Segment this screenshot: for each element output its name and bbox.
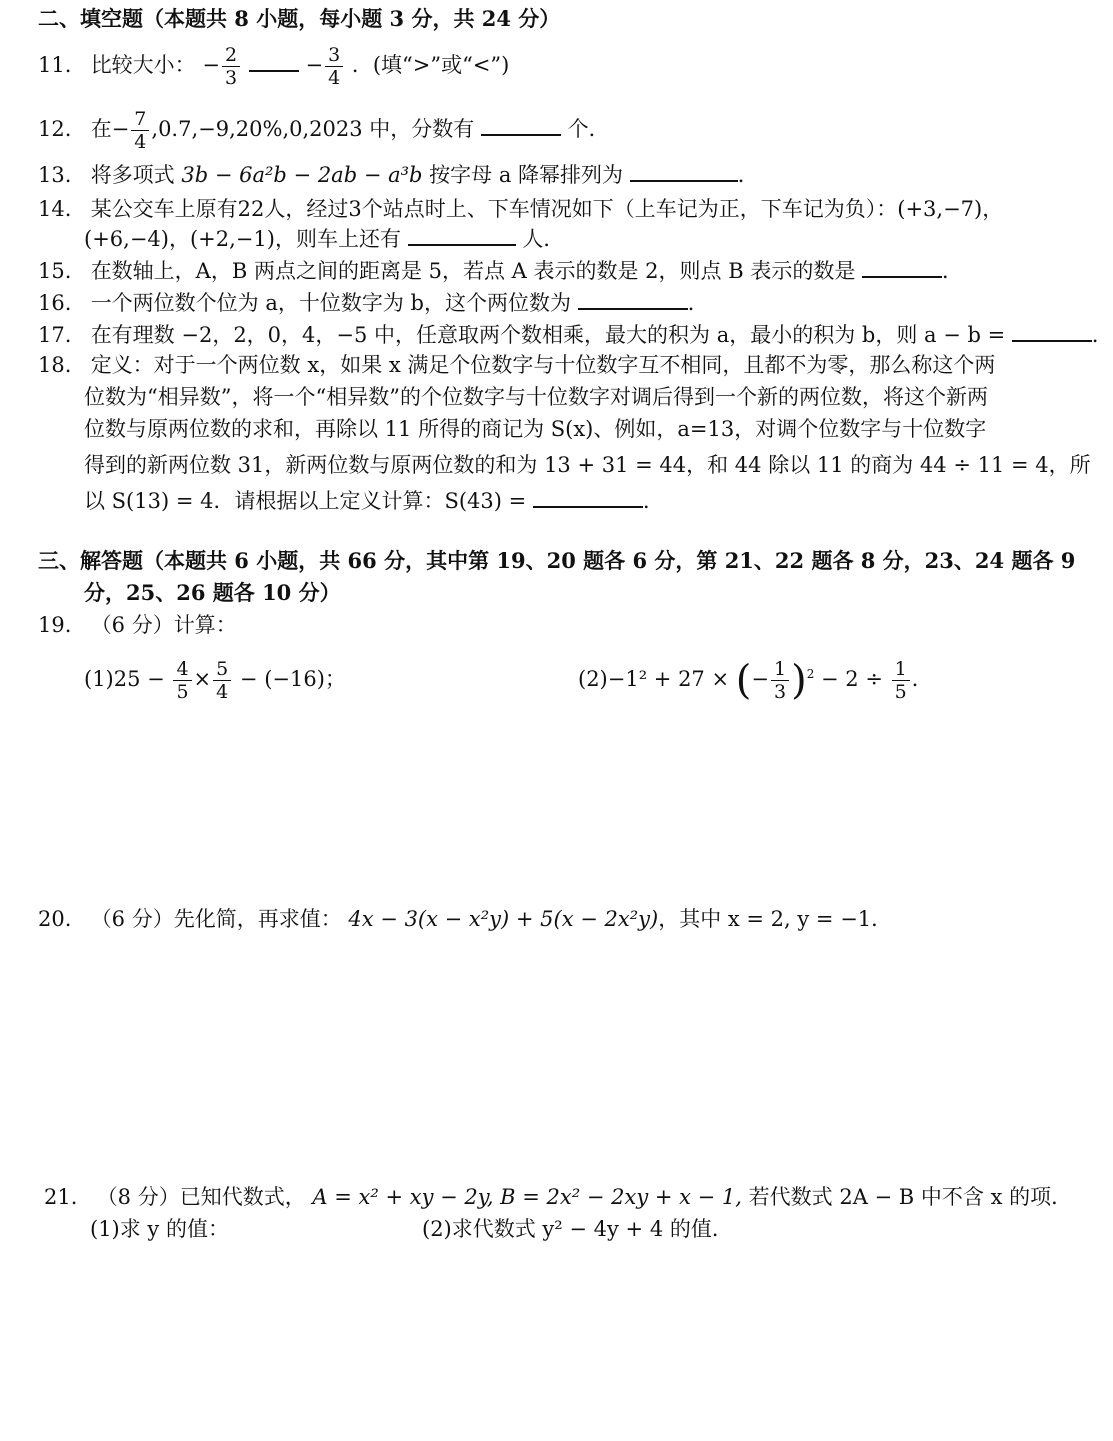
section-3-heading: 三、解答题（本题共 6 小题，共 66 分，其中第 19、20 题各 6 分，第 21、22 题各 8 分，23、24 题各 9 [38, 548, 1076, 573]
question-21: 21. （8 分）已知代数式， A = x² + xy − 2y, B = 2x² − 2xy + x − 1, 若代数式 2A − B 中不含 x 的项． [44, 1185, 1073, 1209]
question-11: 11. 比较大小： − $\frac{2}{3}$ − $\frac{3}{4}$ ．(填“>”或“<”) [38, 44, 510, 89]
answer-blank[interactable] [481, 114, 561, 136]
question-14: 14. 某公交车上原有22人，经过3个站点时上、下车情况如下（上车记为正，下车记为负）：(+3,−7)， [38, 197, 1004, 221]
question-17: 17. 在有理数 −2，2，0，4，−5 中，任意取两个数相乘，最大的积为 a，最小的积为 b，则 a − b = ． [38, 320, 1113, 350]
question-12: 12. 在− $\frac{7}{4}$ ,0.7,−9,20%,0,2023 中，分数有 个． [38, 108, 610, 153]
question-21-part2: (2)求代数式 y² − 4y + 4 的值． [422, 1217, 733, 1241]
fraction: $\frac{4}{5}$ [173, 658, 191, 703]
fraction: $\frac{3}{4}$ [325, 44, 343, 89]
answer-blank[interactable] [408, 224, 516, 246]
fraction: $\frac{1}{5}$ [892, 658, 910, 703]
section-3-heading-cont: 分，25、26 题各 10 分） [84, 580, 341, 605]
answer-blank[interactable] [630, 160, 738, 182]
question-16: 16. 一个两位数个位为 a，十位数字为 b，这个两位数为 ． [38, 288, 709, 318]
question-18: 18. 定义：对于一个两位数 x，如果 x 满足个位数字与十位数字互不相同，且都不为零，那么称这个两 [38, 353, 996, 377]
question-19-part2: (2)−1² + 27 × (− $\frac{1}{3}$ )$^2$ − 2 ÷ $\frac{1}{5}$ ． [578, 657, 933, 704]
answer-blank[interactable] [578, 288, 688, 310]
question-18-line5: 以 S(13) = 4．请根据以上定义计算：S(43) = ． [84, 486, 664, 516]
section-2-heading: 二、填空题（本题共 8 小题，每小题 3 分，共 24 分） [38, 6, 561, 31]
question-13: 13. 将多项式 3b − 6a²b − 2ab − a³b 按字母 a 降幂排列为 ． [38, 160, 759, 190]
question-18-line2: 位数为“相异数”，将一个“相异数”的个位数字与十位数字对调后得到一个新的两位数，将这个新两 [84, 385, 988, 409]
answer-blank[interactable] [533, 486, 643, 508]
question-18-line4: 得到的新两位数 31，新两位数与原两位数的和为 13 + 31 = 44，和 44 除以 11 的商为 44 ÷ 11 = 4，所 [84, 453, 1091, 477]
question-19-part1: (1)25 − $\frac{4}{5}$ × $\frac{5}{4}$ − (−16)； [84, 658, 346, 703]
answer-blank[interactable] [249, 50, 299, 72]
fraction: $\frac{7}{4}$ [131, 108, 149, 153]
question-19: 19. （6 分）计算： [38, 613, 237, 637]
fraction: $\frac{2}{3}$ [222, 44, 240, 89]
question-15: 15. 在数轴上，A，B 两点之间的距离是 5，若点 A 表示的数是 2，则点 B 表示的数是 ． [38, 256, 963, 286]
fraction: $\frac{5}{4}$ [213, 658, 231, 703]
answer-blank[interactable] [1012, 320, 1092, 342]
question-21-part1: (1)求 y 的值： [90, 1217, 229, 1241]
question-20: 20. （6 分）先化简，再求值： 4x − 3(x − x²y) + 5(x − 2x²y)，其中 x = 2, y = −1． [38, 907, 893, 931]
fraction: $\frac{1}{3}$ [771, 658, 789, 703]
question-18-line3: 位数与原两位数的求和，再除以 11 所得的商记为 S(x)、例如，a=13，对调个位数字与十位数字 [84, 417, 987, 441]
answer-blank[interactable] [862, 256, 942, 278]
question-14-cont: (+6,−4)，(+2,−1)，则车上还有 人． [84, 224, 564, 254]
